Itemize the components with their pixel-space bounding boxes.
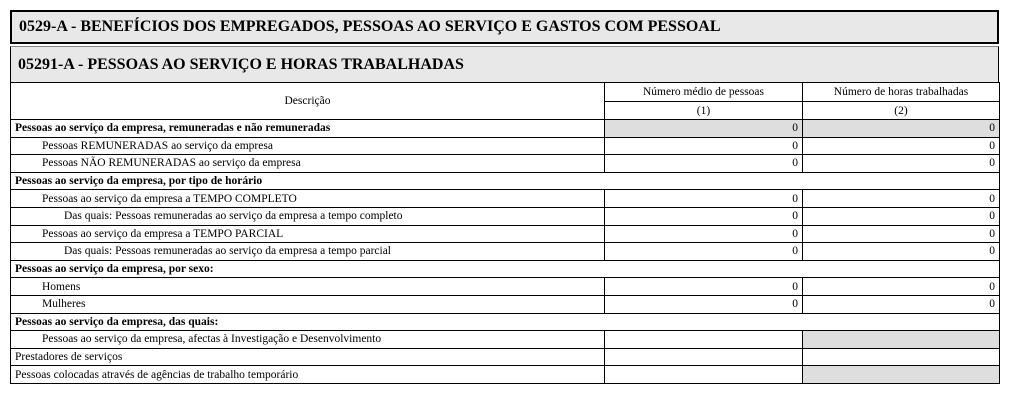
hours-cell-disabled [803,331,1000,349]
table-row [11,137,1000,155]
table-row [11,348,1000,366]
table-row-group-header [11,313,1000,331]
hours-cell[interactable]: 0 [803,190,1000,208]
avg-persons-cell[interactable]: 0 [605,155,803,173]
hours-cell[interactable]: 0 [803,243,1000,261]
table-row-group-header [11,172,1000,190]
hours-cell[interactable]: 0 [803,295,1000,313]
row-label: Mulheres [11,295,605,313]
row-label: Pessoas colocadas através de agências de trabalho temporário [11,366,605,384]
row-label: Pessoas ao serviço da empresa, remuneradas e não remuneradas [11,120,605,138]
column-header-hours-worked: Número de horas trabalhadas [803,83,1000,102]
row-label: Pessoas ao serviço da empresa, por sexo: [11,260,1000,278]
avg-persons-cell[interactable] [605,331,803,349]
persons-hours-table [10,82,1000,384]
avg-persons-cell[interactable]: 0 [605,243,803,261]
hours-cell[interactable]: 0 [803,120,1000,138]
table-row [11,120,1000,138]
column-number-1: (1) [605,102,803,120]
table-header-row [11,83,1000,102]
hours-cell[interactable]: 0 [803,137,1000,155]
avg-persons-cell[interactable] [605,348,803,366]
row-label: Pessoas ao serviço da empresa, por tipo de horário [11,172,1000,190]
avg-persons-cell[interactable]: 0 [605,207,803,225]
row-label: Pessoas NÃO REMUNERADAS ao serviço da empresa [11,155,605,173]
table-row [11,243,1000,261]
avg-persons-cell[interactable]: 0 [605,295,803,313]
row-label: Pessoas ao serviço da empresa, das quais: [11,313,1000,331]
row-label: Homens [11,278,605,296]
column-number-2: (2) [803,102,1000,120]
hours-cell[interactable]: 0 [803,225,1000,243]
table-row [11,295,1000,313]
avg-persons-cell[interactable]: 0 [605,190,803,208]
column-header-description: Descrição [11,83,605,120]
row-label: Pessoas REMUNERADAS ao serviço da empresa [11,137,605,155]
table-row [11,190,1000,208]
table-row [11,155,1000,173]
hours-cell[interactable]: 0 [803,207,1000,225]
row-label: Pessoas ao serviço da empresa, afectas à Investigação e Desenvolvimento [11,331,605,349]
hours-cell[interactable]: 0 [803,155,1000,173]
table-row-group-header [11,260,1000,278]
section-title: 0529-A - BENEFÍCIOS DOS EMPREGADOS, PESSOAS AO SERVIÇO E GASTOS COM PESSOAL [10,10,999,44]
subsection-title: 05291-A - PESSOAS AO SERVIÇO E HORAS TRABALHADAS [10,46,999,82]
table-row [11,278,1000,296]
row-label: Pessoas ao serviço da empresa a TEMPO COMPLETO [11,190,605,208]
row-label: Pessoas ao serviço da empresa a TEMPO PARCIAL [11,225,605,243]
hours-cell-disabled [803,366,1000,384]
table-row [11,225,1000,243]
hours-cell[interactable] [803,348,1000,366]
table-row [11,366,1000,384]
row-label: Das quais: Pessoas remuneradas ao serviço da empresa a tempo parcial [11,243,605,261]
hours-cell[interactable]: 0 [803,278,1000,296]
avg-persons-cell[interactable]: 0 [605,137,803,155]
row-label: Prestadores de serviços [11,348,605,366]
column-header-avg-persons: Número médio de pessoas [605,83,803,102]
row-label: Das quais: Pessoas remuneradas ao serviço da empresa a tempo completo [11,207,605,225]
avg-persons-cell[interactable]: 0 [605,278,803,296]
table-row [11,331,1000,349]
table-row [11,207,1000,225]
avg-persons-cell[interactable] [605,366,803,384]
avg-persons-cell[interactable]: 0 [605,120,803,138]
avg-persons-cell[interactable]: 0 [605,225,803,243]
